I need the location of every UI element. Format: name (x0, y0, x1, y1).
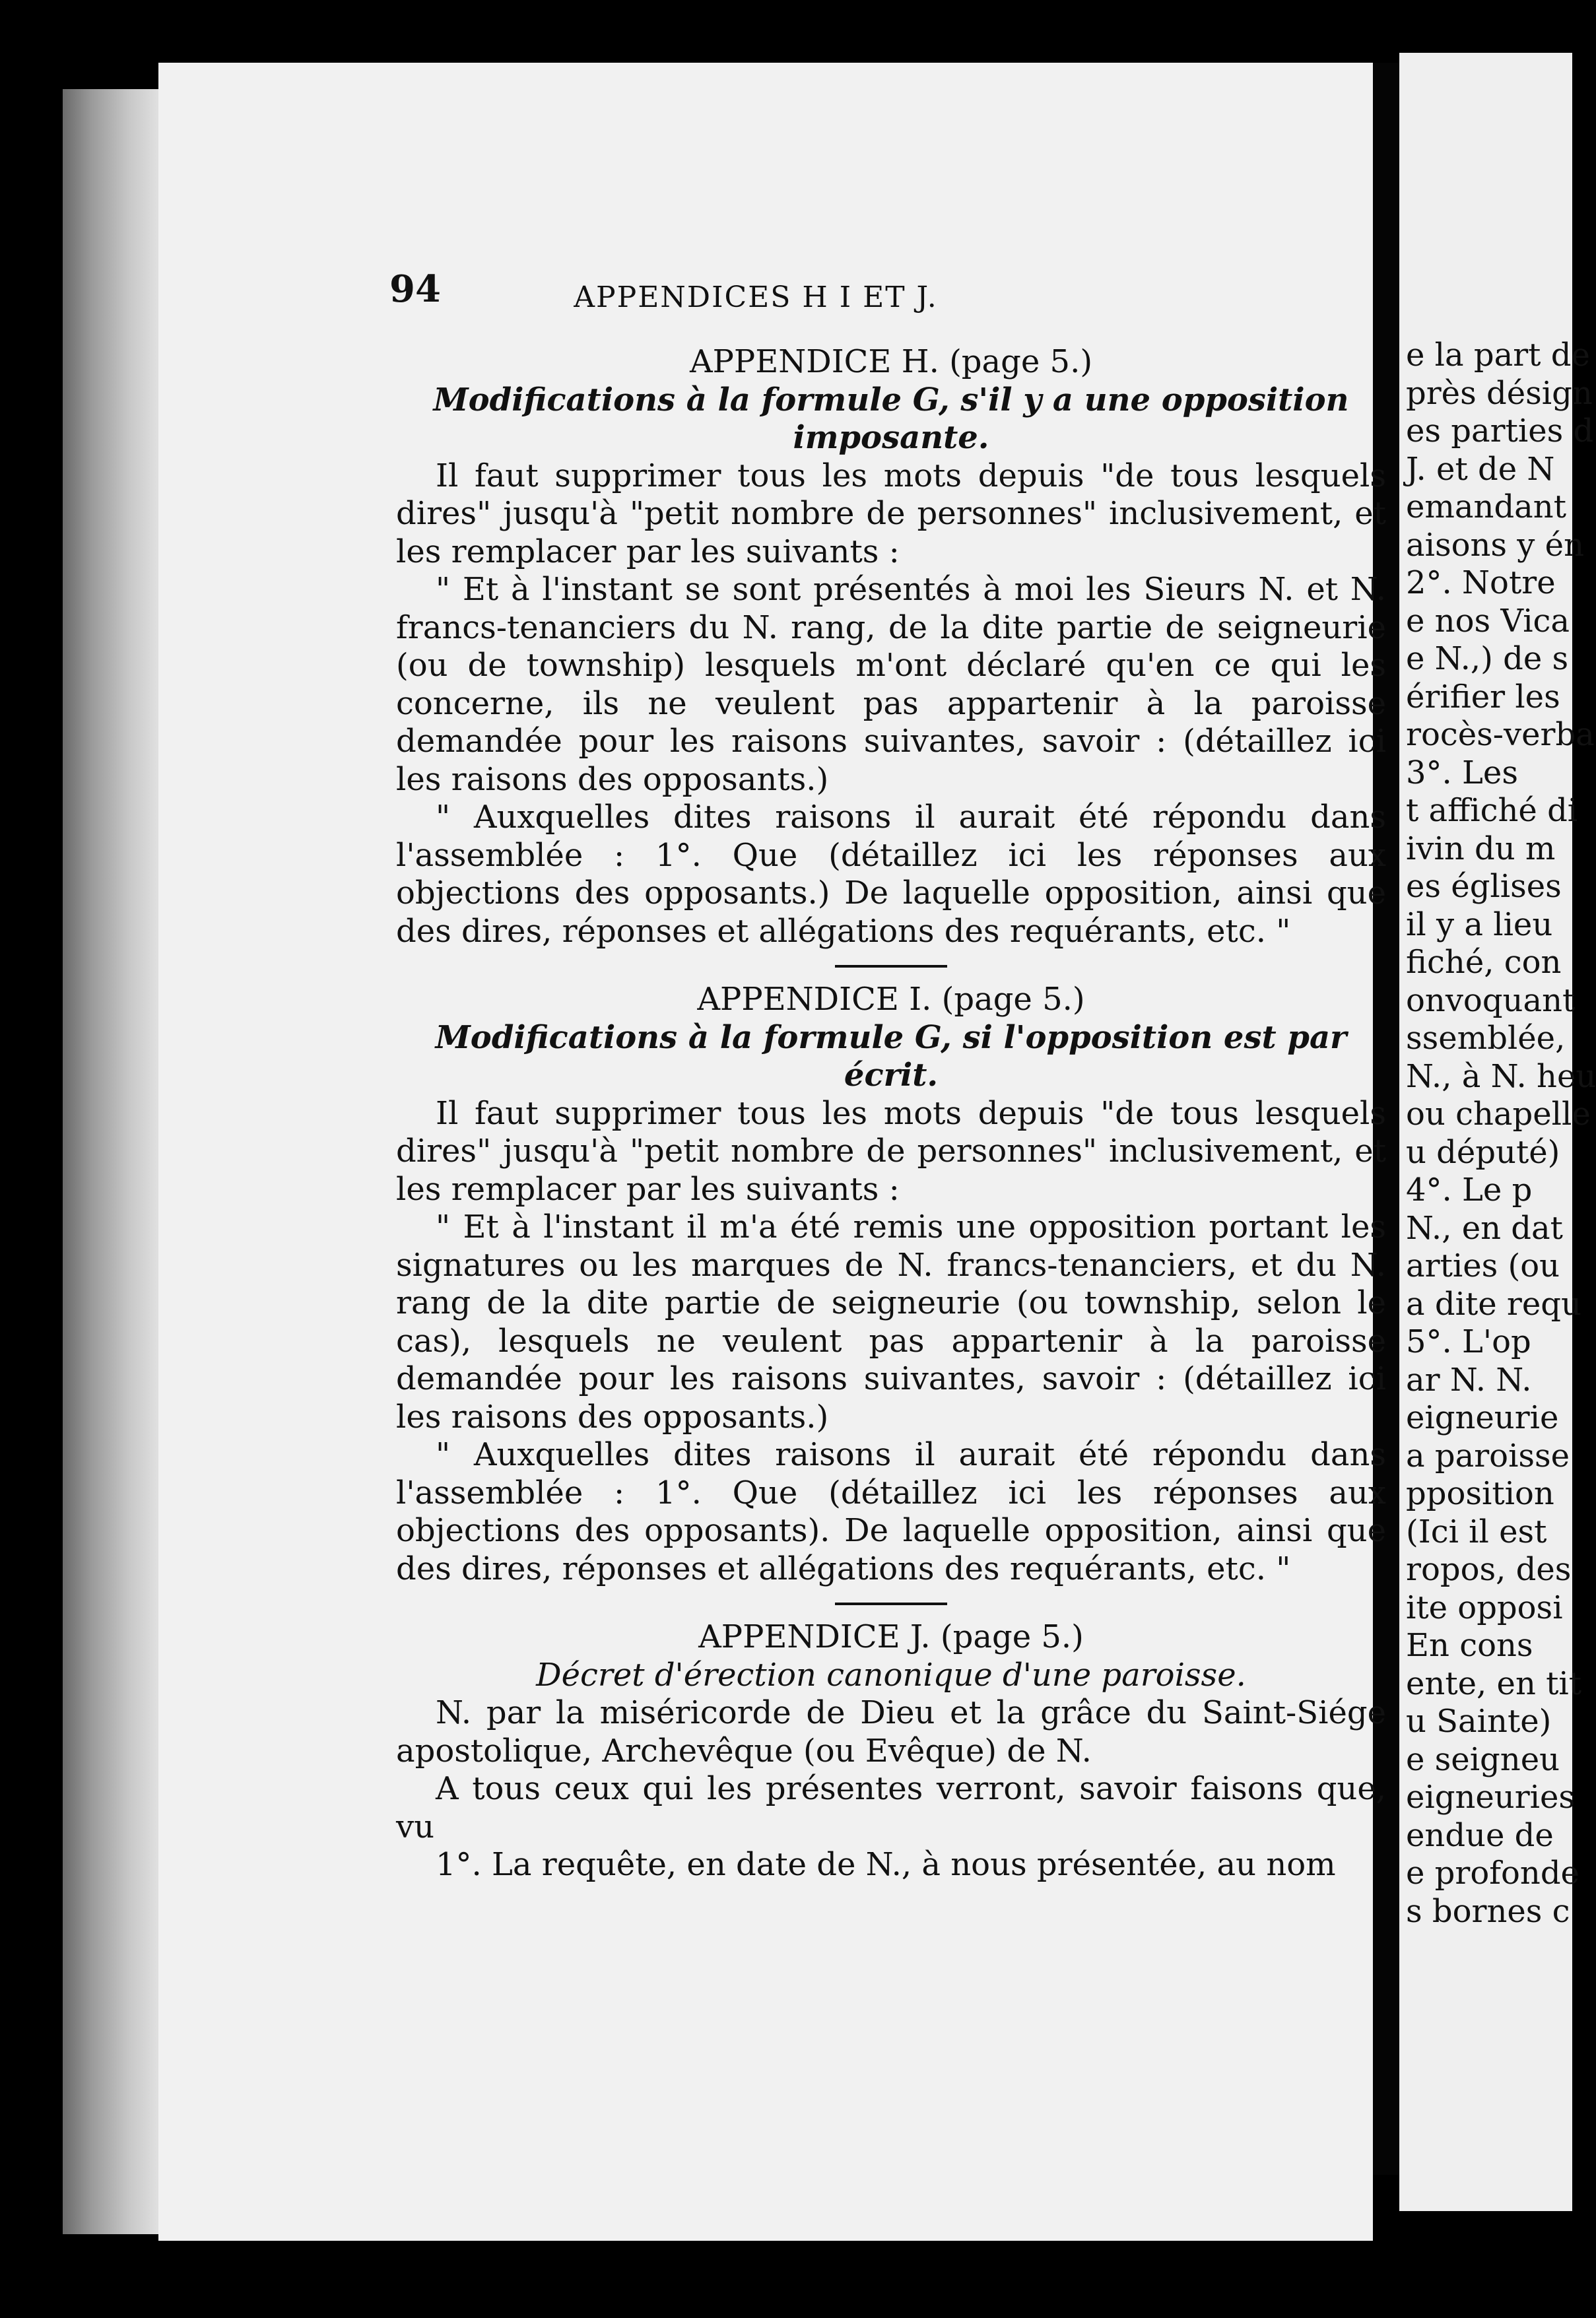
facing-page-line: t affiché di (1406, 792, 1578, 829)
facing-page-line: 3°. Les (1406, 754, 1518, 791)
facing-page-line: emandant (1406, 488, 1566, 525)
facing-page-line: s bornes c (1406, 1892, 1570, 1930)
facing-page-line: e la part de (1406, 337, 1590, 374)
facing-page-line: a dite requ (1406, 1285, 1581, 1323)
section-divider (835, 965, 947, 968)
facing-page-line: e N.,) de s (1406, 640, 1569, 677)
facing-page-line: u député) (1406, 1133, 1560, 1171)
facing-page-line: ar N. N. (1406, 1361, 1532, 1399)
facing-page-line: e seigneu (1406, 1740, 1560, 1778)
section-divider (835, 1603, 947, 1605)
appendix-i-heading: APPENDICE I. (page 5.) (697, 981, 1085, 1018)
facing-page-line: ssemblée, (1406, 1020, 1566, 1057)
running-head: APPENDICES H I ET J. (574, 281, 938, 314)
appendix-i-paragraph-2: " Et à l'instant il m'a été remis une opposition portant les signatures ou les marques de N. francs-tenanciers, et du N. rang de la dite partie de seigneurie (ou township, selon le cas), lesquels ne veulent pas appartenir à la paroisse demandée pour les raisons suivantes, savoir : (détaillez ici les raisons des opposants.) (396, 1209, 1386, 1436)
facing-page-line: 4°. Le p (1406, 1172, 1533, 1209)
facing-page-line: es églises (1406, 868, 1562, 905)
facing-page-fragment (1399, 53, 1596, 2211)
facing-page-line: fiché, con (1406, 944, 1562, 981)
facing-page-line: pposition (1406, 1475, 1554, 1512)
facing-page-line: eigneuries (1406, 1779, 1576, 1816)
facing-page-line: ite opposi (1406, 1589, 1563, 1626)
appendix-j-paragraph-2: A tous ceux qui les présentes verront, savoir faisons que, vu (396, 1770, 1386, 1845)
appendix-h-paragraph-1: Il faut supprimer tous les mots depuis "de tous lesquels dires" jusqu'à "petit nombre de personnes" inclusivement, et les remplacer par les suivants : (396, 457, 1386, 570)
appendix-h-subtitle: Modifications à la formule G, s'il y a une opposition imposante. (433, 381, 1349, 456)
facing-page-line: érifier les (1406, 678, 1560, 715)
appendix-h-paragraph-2: " Et à l'instant se sont présentés à moi les Sieurs N. et N. francs-tenanciers du N. rang, de la dite partie de seigneurie (ou de township) lesquels m'ont déclaré qu'en ce qui les concerne, ils ne veulent pas appartenir à la paroisse demandée pour les raisons suivantes, savoir : (détaillez ici les raisons des opposants.) (396, 571, 1386, 798)
appendix-j-paragraph-1: N. par la miséricorde de Dieu et la grâce du Saint-Siége apostolique, Archevêque (ou Evêque) de N. (396, 1694, 1386, 1770)
facing-page-line: onvoquant (1406, 981, 1576, 1019)
facing-page-line: aisons y én (1406, 526, 1584, 564)
appendix-j-subtitle: Décret d'érection canonique d'une paroisse. (536, 1656, 1246, 1694)
appendix-j-heading: APPENDICE J. (page 5.) (698, 1618, 1084, 1655)
facing-page-line: 2°. Notre (1406, 564, 1556, 601)
book-gutter (63, 89, 158, 2234)
facing-page-line: (Ici il est (1406, 1513, 1547, 1550)
facing-page-line: ente, en tit (1406, 1665, 1582, 1702)
appendix-i-paragraph-1: Il faut supprimer tous les mots depuis "de tous lesquels dires" jusqu'à "petit nombre de personnes" inclusivement, et les remplacer par les suivants : (396, 1094, 1386, 1208)
page-number: 94 (389, 267, 441, 311)
facing-page-line: ivin du m (1406, 830, 1556, 867)
facing-page-line: En cons (1406, 1627, 1533, 1664)
appendix-i-subtitle: Modifications à la formule G, si l'opposition est par écrit. (435, 1018, 1347, 1094)
facing-page-line: eigneurie (1406, 1399, 1559, 1436)
appendix-h-heading: APPENDICE H. (page 5.) (689, 343, 1093, 380)
facing-page-line: ropos, des (1406, 1551, 1572, 1588)
facing-page-line: e nos Vica (1406, 602, 1570, 640)
facing-page-line: ou chapelle (1406, 1096, 1591, 1133)
facing-page-line: N., à N. heu (1406, 1057, 1596, 1095)
facing-page-line: 5°. L'op (1406, 1323, 1531, 1360)
appendix-j-paragraph-3: 1°. La requête, en date de N., à nous présentée, au nom (436, 1846, 1336, 1883)
appendix-i-paragraph-3: " Auxquelles dites raisons il aurait été répondu dans l'assemblée : 1°. Que (détaillez ici les réponses aux objections des opposants). De laquelle opposition, ainsi que des dires, réponses et allégations des requérants, etc. " (396, 1436, 1386, 1587)
facing-page-line: u Sainte) (1406, 1703, 1552, 1740)
appendix-h-paragraph-3: " Auxquelles dites raisons il aurait été répondu dans l'assemblée : 1°. Que (détaillez ici les réponses aux objections des opposants.) De laquelle opposition, ainsi que des dires, réponses et allégations des requérants, etc. " (396, 799, 1386, 950)
facing-page-line: arties (ou (1406, 1247, 1560, 1284)
facing-page-line: J. et de N (1406, 450, 1555, 488)
facing-page-line: il y a lieu (1406, 906, 1553, 943)
facing-page-line: près désign (1406, 374, 1593, 412)
facing-page-line: a paroisse (1406, 1437, 1570, 1474)
facing-page-line: rocès-verba (1406, 716, 1595, 753)
facing-page-line: endue de (1406, 1816, 1554, 1854)
facing-page-line: es parties d (1406, 413, 1594, 449)
main-text-column (396, 330, 1386, 1884)
facing-page-line: e profonde (1406, 1855, 1579, 1892)
facing-page-line: N., en dat (1406, 1209, 1563, 1247)
